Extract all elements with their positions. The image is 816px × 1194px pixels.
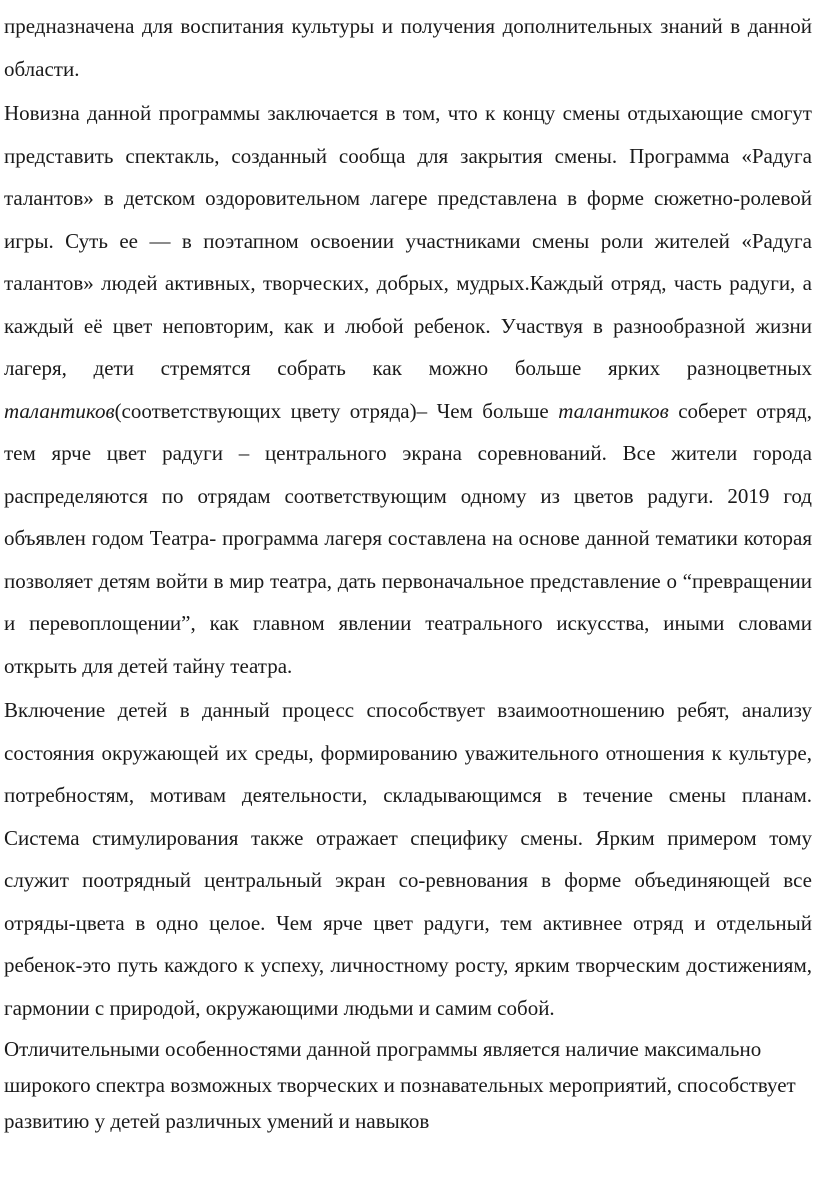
novelty-text-part-2: (соответствующих цвету отряда)– Чем больше <box>114 398 559 423</box>
paragraph-intro-continuation: предназначена для воспитания культуры и получения дополнительных знаний в данной области. <box>4 14 812 81</box>
paragraph-program-novelty <box>4 92 812 687</box>
novelty-text-part-1: Новизна данной программы заключается в том, что к концу смены отдыхающие смогут представить спектакль, созданный сообща для закрытия смены. Программа «Радуга талантов» в детском оздоровительном лагере представлена в форме сюжетно-ролевой игры. Суть ее — в поэтапном освоении участниками смены роли жителей «Радуга талантов» людей активных, творческих, добрых, мудрых.Каждый отряд, часть радуги, а каждый её цвет неповторим, как и любой ребенок. Участвуя в разнообразной жизни лагеря, дети стремятся собрать как можно больше ярких разноцветных <box>4 101 812 380</box>
paragraph-distinctive-features: Отличительными особенностями данной программы является наличие максимально широкого спектра возможных творческих и познавательных мероприятий, способствует развитию у детей различных умений и навыков <box>4 1037 796 1133</box>
paragraph-child-involvement: Включение детей в данный процесс способствует взаимоотношению ребят, анализу состояния окружающей их среды, формированию уважительного отношения к культуре, потребностям, мотивам деятельности, складывающимся в течение смены планам. Система стимулирования также отражает специфику смены. Ярким примером тому служит поотрядный центральный экран со-ревнования в форме объединяющей все отряды-цвета в одно целое. Чем ярче цвет радуги, тем активнее отряд и отдельный ребенок-это путь каждого к успеху, личностному росту, ярким творческим достижениям, гармонии с природой, окружающими людьми и самим собой. <box>4 698 812 1020</box>
novelty-italic-talents-1: талантиков <box>4 398 115 423</box>
novelty-text-part-3: соберет отряд, тем ярче цвет радуги – центрального экрана соревнований. Все жители города распределяются по отрядам соответствующим одному из цветов радуги. 2019 год объявлен годом Театра- программа лагеря составлена на основе данной тематики которая позволяет детям войти в мир театра, дать первоначальное представление о “превращении и перевоплощении”, как главном явлении театрального искусства, иными словами открыть для детей тайну театра. <box>4 398 812 678</box>
novelty-italic-talents-2: талантиков <box>558 398 669 423</box>
